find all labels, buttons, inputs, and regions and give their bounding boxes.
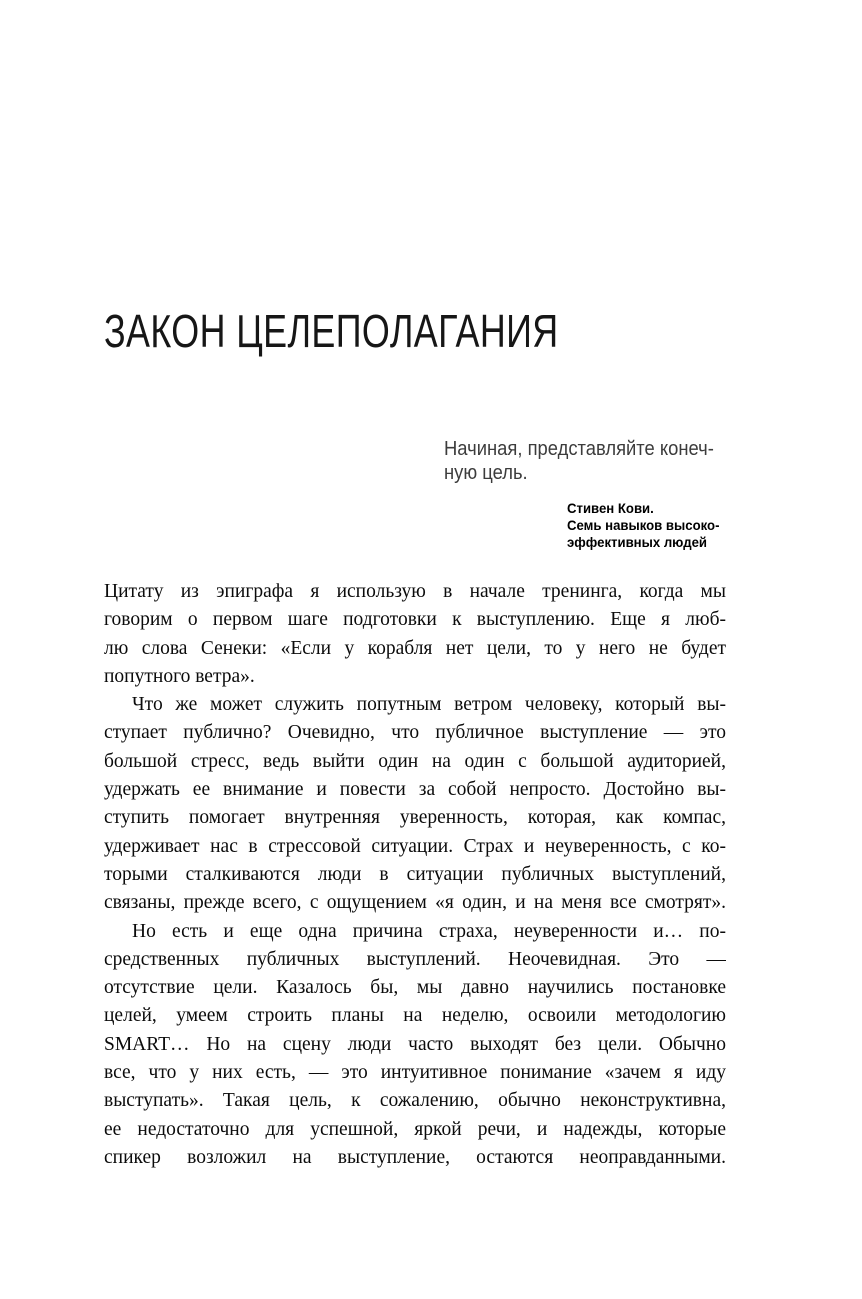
attribution-line: Семь навыков высоко- (567, 517, 720, 533)
body-line: ступить помогает внутренняя уверенность, которая, как компас, (104, 807, 726, 829)
body-line: Цитату из эпиграфа я использую в начале тренинга, когда мы (104, 581, 726, 602)
body-line: выступать». Такая цель, к сожалению, обычно неконструктивна, (104, 1090, 726, 1112)
epigraph-line: Начиная, представляйте конеч- (444, 438, 714, 460)
body-text (104, 578, 726, 1172)
attribution-line: Стивен Кови. (567, 500, 654, 516)
paragraph (104, 578, 726, 691)
attribution-line: эффективных людей (567, 534, 708, 550)
body-line: связаны, прежде всего, с ощущением «я один, и на меня все смотрят». (104, 892, 726, 914)
body-line: ступает публично? Очевидно, что публичное выступление — это (104, 722, 726, 744)
body-line: говорим о первом шаге подготовки к выступлению. Еще я люб- (104, 609, 726, 631)
paragraph (104, 691, 726, 917)
epigraph-attribution (567, 500, 719, 551)
body-line: отсутствие цели. Казалось бы, мы давно научились постановке (104, 977, 726, 999)
body-line: удержать ее внимание и повести за собой непросто. Достойно вы- (104, 779, 726, 801)
body-line: целей, умеем строить планы на неделю, освоили методологию (104, 1005, 726, 1027)
body-line: SMART… Но на сцену люди часто выходят без цели. Обычно (104, 1033, 726, 1055)
body-line: лю слова Сенеки: «Если у корабля нет цели, то у него не будет (104, 637, 726, 659)
body-line: Что же может служить попутным ветром человеку, который вы- (132, 694, 726, 716)
body-line: спикер возложил на выступление, остаются неоправданными. (104, 1146, 726, 1168)
body-line: попутного ветра». (104, 665, 255, 687)
epigraph (444, 437, 738, 485)
body-line: удерживает нас в стрессовой ситуации. Страх и неуверенность, с ко- (104, 835, 726, 857)
chapter-title: ЗАКОН ЦЕЛЕПОЛАГАНИЯ (104, 305, 559, 357)
body-line: большой стресс, ведь выйти один на один с большой аудиторией, (104, 750, 726, 772)
paragraph (104, 918, 726, 1173)
epigraph-line: ную цель. (444, 462, 528, 484)
body-line: все, что у них есть, — это интуитивное понимание «зачем я иду (104, 1062, 726, 1084)
body-line: торыми сталкиваются люди в ситуации публичных выступлений, (104, 863, 726, 885)
body-line: средственных публичных выступлений. Неочевидная. Это — (104, 948, 726, 970)
body-line: ее недостаточно для успешной, яркой речи, и надежды, которые (104, 1118, 726, 1140)
body-line: Но есть и еще одна причина страха, неуверенности и… по- (132, 920, 726, 942)
